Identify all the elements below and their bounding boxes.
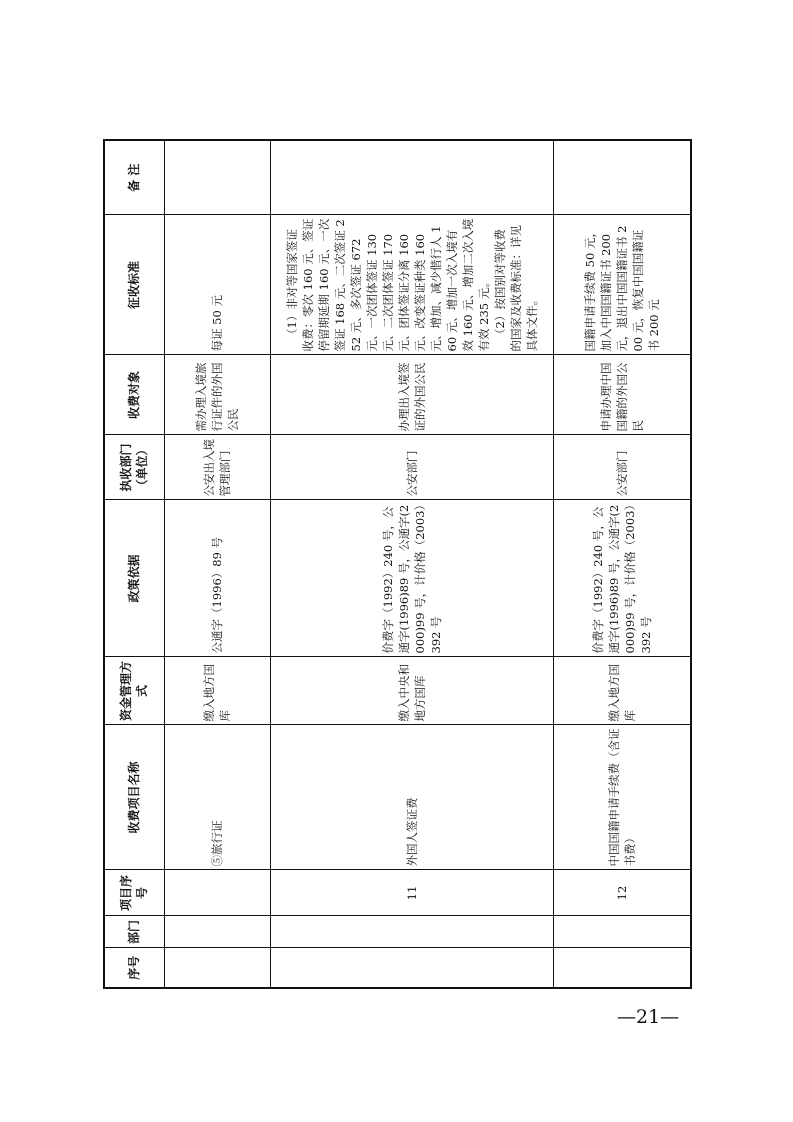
- header-target: 收费对象: [104, 355, 164, 435]
- cell-basis: 价费字（1992）240 号，公通字(1996)89 号，公通字(2000)99 号，计价格（2003）392 号: [553, 500, 691, 657]
- cell-name: 外国人签证费: [270, 725, 553, 870]
- standard-text: 国籍申请手续费 50 元，加入中国国籍证书 200 元，退出中国国籍证书 200 元，恢复中国国籍证书 200 元: [582, 225, 661, 352]
- table-row: [270, 140, 553, 988]
- rotated-table-container: [103, 141, 690, 989]
- cell-remark: [553, 140, 691, 215]
- cell-name: ⑤旅行证: [164, 725, 270, 870]
- cell-standard: [164, 215, 270, 355]
- cell-target: 办理出入境签证的外国公民: [270, 355, 553, 435]
- standard-text: 每证 50 元: [210, 295, 224, 352]
- header-seq: 序号: [104, 948, 164, 988]
- cell-dept: [553, 916, 691, 948]
- cell-item-seq: [164, 870, 270, 916]
- cell-basis: 公通字（1996）89 号: [164, 500, 270, 657]
- standard-text-part-2: （2）按国别对等收费的国家及收费标准：详见具体文件。: [492, 225, 539, 352]
- header-standard: 征收标准: [104, 215, 164, 355]
- cell-target: 需办理入境旅行证件的外国公民: [164, 355, 270, 435]
- table-row: [164, 140, 270, 988]
- cell-unit: 公安部门: [270, 435, 553, 500]
- standard-text-part-1: （1）非对等国家签证收费：零次 160 元、签证停留期延期 160 元、一次签证 168 元、二次签证 252 元、多次签证 672 元、一次团体签证 130 元、二次团体签证 170 元、团体签证分离 160 元、改变签证种类 160 元、增加、减少偕行人 160 元、增加一次入境有效 160 元、增加二次入境有效 235 元。: [284, 218, 491, 352]
- cell-name: 中国国籍申请手续费（含证书费）: [553, 725, 691, 870]
- cell-unit: 公安部门: [553, 435, 691, 500]
- header-name: 收费项目名称: [104, 725, 164, 870]
- header-dept: 部门: [104, 916, 164, 948]
- cell-basis: 价费字（1992）240 号，公通字(1996)89 号，公通字(2000)99 号，计价格（2003）392 号: [270, 500, 553, 657]
- header-fund: 资金管理方式: [104, 657, 164, 725]
- header-basis: 政策依据: [104, 500, 164, 657]
- header-unit: 执收部门（单位）: [104, 435, 164, 500]
- cell-remark: [164, 140, 270, 215]
- page-number: —21—: [617, 1006, 680, 1028]
- cell-seq: [553, 948, 691, 988]
- cell-seq: [164, 948, 270, 988]
- fee-table: [103, 139, 692, 989]
- cell-fund: 缴入地方国库: [164, 657, 270, 725]
- cell-target: 申请办理中国国籍的外国公民: [553, 355, 691, 435]
- header-item-seq: 项目序号: [104, 870, 164, 916]
- cell-remark: [270, 140, 553, 215]
- header-remark: 备 注: [104, 140, 164, 215]
- header-row: [104, 140, 164, 988]
- cell-dept: [270, 916, 553, 948]
- cell-unit: 公安出入境管理部门: [164, 435, 270, 500]
- cell-standard: [553, 215, 691, 355]
- cell-item-seq: 11: [270, 870, 553, 916]
- cell-seq: [270, 948, 553, 988]
- cell-item-seq: 12: [553, 870, 691, 916]
- cell-fund: 缴入地方国库: [553, 657, 691, 725]
- cell-dept: [164, 916, 270, 948]
- table-row: [553, 140, 691, 988]
- cell-fund: 缴入中央和地方国库: [270, 657, 553, 725]
- cell-standard: [270, 215, 553, 355]
